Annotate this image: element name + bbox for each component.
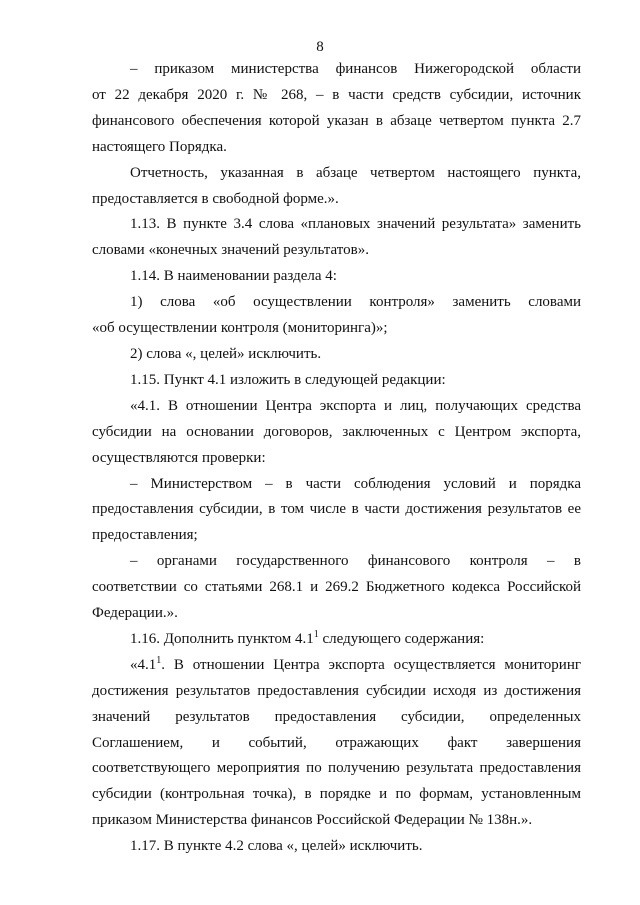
text-line-continuation: . В отношении Центра экспорта осуществляется мониторинг	[161, 656, 581, 673]
text-line-content: Федерации.».	[92, 605, 178, 622]
text-line	[92, 575, 581, 601]
text-line-content: «об осуществлении контроля (мониторинга)»;	[92, 320, 388, 337]
text-line-content: соответствующего мероприятия по получению результата предоставления	[92, 760, 581, 777]
text-line-content: – приказом министерства финансов Нижегородской области	[130, 61, 581, 77]
text-line	[92, 368, 581, 394]
text-line	[92, 834, 581, 860]
text-line-content: значений результатов предоставления субсидии, определенных	[92, 708, 581, 725]
text-line	[92, 497, 581, 523]
text-line-content: 1.13. В пункте 3.4 слова «плановых значений результата» заменить	[130, 216, 581, 233]
text-line	[92, 679, 581, 705]
text-line	[92, 756, 581, 782]
text-line-content: 1.14. В наименовании раздела 4:	[130, 268, 337, 285]
text-line	[92, 731, 581, 757]
text-line	[92, 109, 581, 135]
text-line	[92, 549, 581, 575]
text-line-content: Отчетность, указанная в абзаце четвертом настоящего пункта,	[130, 164, 581, 181]
document-body	[92, 57, 581, 860]
text-line-content: соответствии со статьями 268.1 и 269.2 Бюджетного кодекса Российской	[92, 579, 581, 596]
text-line-content: 1) слова «об осуществлении контроля» заменить словами	[130, 294, 581, 311]
text-line-content: «4.1	[130, 656, 157, 673]
text-line	[92, 446, 581, 472]
superscript: 1	[156, 654, 162, 666]
text-line	[92, 808, 581, 834]
text-line	[92, 472, 581, 498]
text-line	[92, 782, 581, 808]
text-line	[92, 627, 581, 653]
text-line-content: «4.1. В отношении Центра экспорта и лиц, получающих средства	[130, 397, 581, 414]
text-line-content: 2) слова «, целей» исключить.	[130, 345, 322, 362]
text-line-content: осуществляются проверки:	[92, 449, 266, 466]
text-line	[92, 212, 581, 238]
text-line-content: предоставления субсидии, в том числе в части достижения результатов ее	[92, 501, 581, 518]
text-line	[92, 135, 581, 161]
text-line	[92, 264, 581, 290]
text-line-content: 1.15. Пункт 4.1 изложить в следующей редакции:	[130, 371, 446, 388]
text-line	[92, 161, 581, 187]
text-line-content: от 22 декабря 2020 г. № 268, – в части средств субсидии, источник	[92, 86, 581, 103]
text-line-content: Соглашением, и событий, отражающих факт завершения	[92, 734, 581, 751]
text-line-content: достижения результатов предоставления субсидии исходя из достижения	[92, 682, 581, 699]
text-line	[92, 523, 581, 549]
text-line-content: субсидии на основании договоров, заключенных с Центром экспорта,	[92, 423, 581, 440]
text-line-content: – Министерством – в части соблюдения условий и порядка	[130, 475, 581, 492]
text-line-content: словами «конечных значений результатов».	[92, 242, 369, 259]
text-line-content: приказом Министерства финансов Российской Федерации № 138н.».	[92, 812, 533, 829]
text-line	[92, 342, 581, 368]
text-line-content: настоящего Порядка.	[92, 138, 227, 155]
text-line	[92, 316, 581, 342]
text-line	[92, 601, 581, 627]
text-line	[92, 83, 581, 109]
text-line-content: – органами государственного финансового контроля – в	[130, 553, 581, 570]
text-line	[92, 187, 581, 213]
text-line	[92, 57, 581, 83]
page-number: 8	[316, 39, 324, 55]
text-line	[92, 394, 581, 420]
text-line	[92, 290, 581, 316]
superscript: 1	[313, 628, 319, 640]
text-line-continuation: следующего содержания:	[318, 630, 485, 647]
text-line	[92, 238, 581, 264]
text-line	[92, 420, 581, 446]
text-line-content: предоставления;	[92, 527, 198, 544]
text-line-content: финансового обеспечения которой указан в абзаце четвертом пункта 2.7	[92, 112, 581, 129]
text-line-content: 1.17. В пункте 4.2 слова «, целей» исключить.	[130, 838, 423, 855]
text-line-content: предоставляется в свободной форме.».	[92, 190, 339, 207]
text-line-content: субсидии (контрольная точка), в порядке и по формам, установленным	[92, 786, 581, 803]
text-line	[92, 705, 581, 731]
text-line	[92, 653, 581, 679]
text-line-content: 1.16. Дополнить пунктом 4.1	[130, 630, 314, 647]
